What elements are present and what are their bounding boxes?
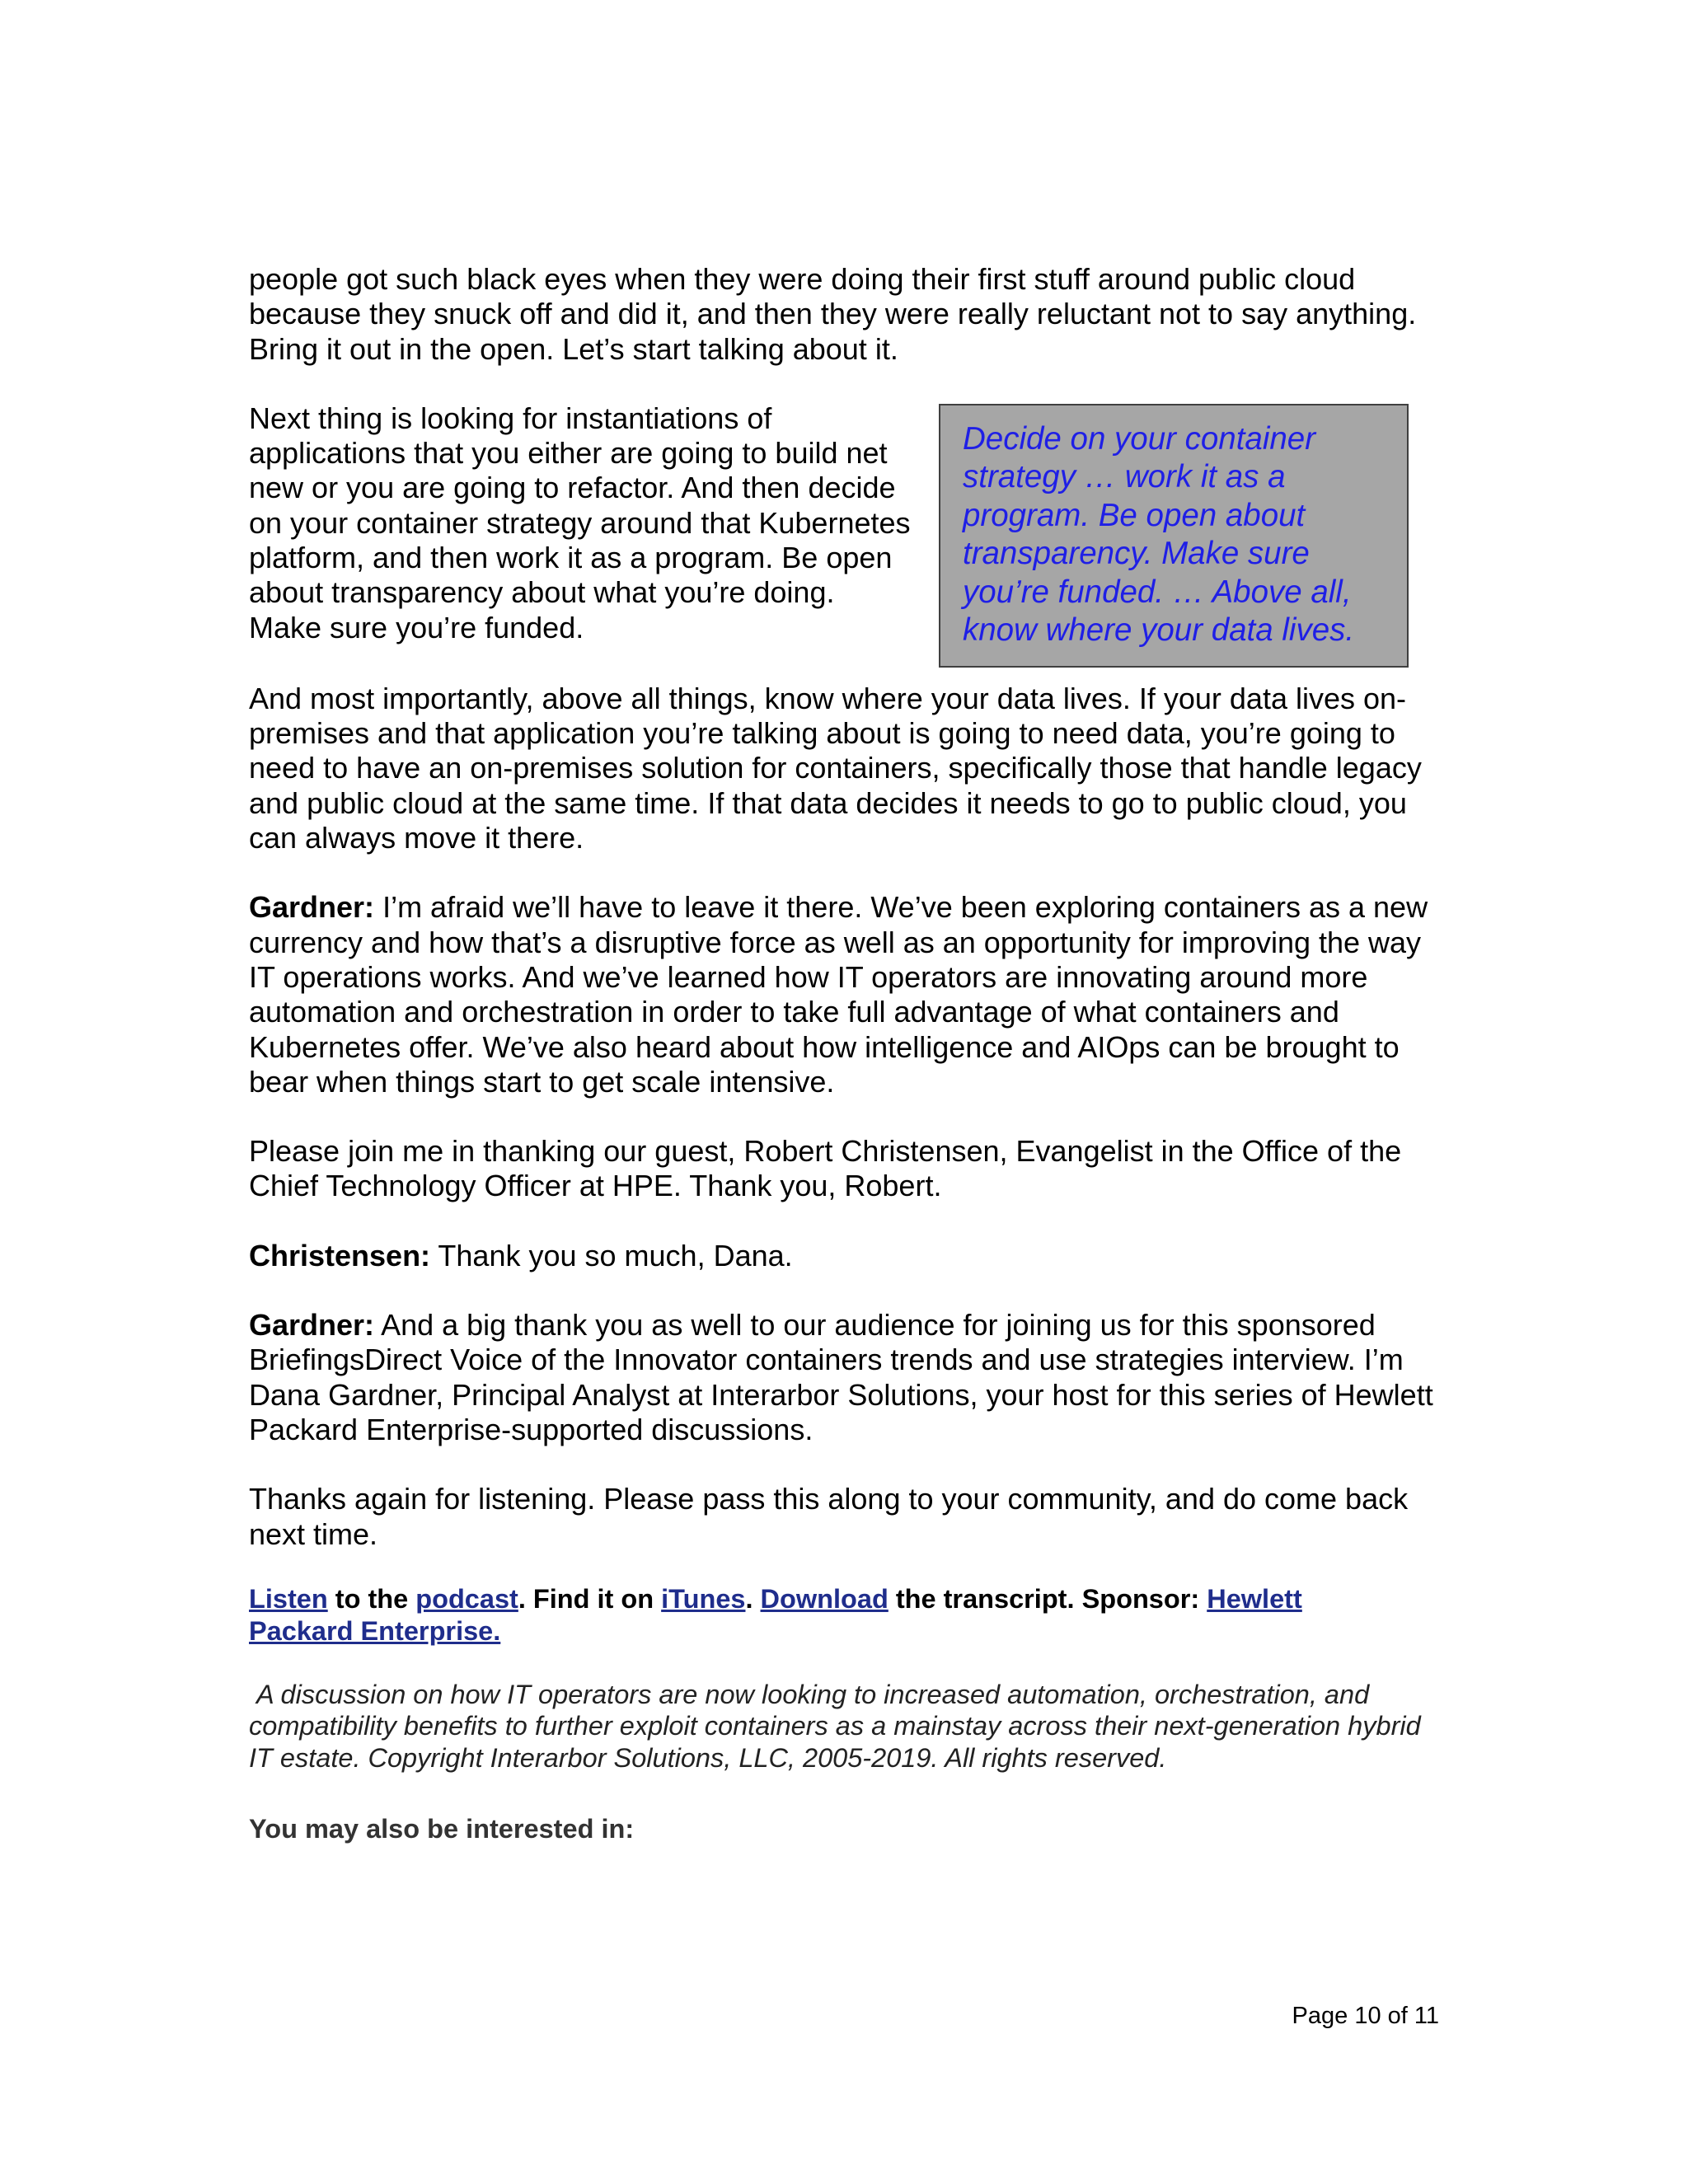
speaker-text: And a big thank you as well to our audience for joining us for this sponsored BriefingsDirect Voice of the Innovator containers trends and use strategies interview. I’m Dana Gardner, Principal Analyst at Interarbor Solutions, your host for this series of Hewlett Packard Enterprise-supported discussions. [249, 1308, 1433, 1446]
page-number: Page 10 of 11 [1292, 2003, 1439, 2029]
podcast-link[interactable]: podcast [415, 1583, 518, 1614]
discussion-summary: A discussion on how IT operators are now looking to increased automation, orchestration, and compatibility benefits to further exploit containers as a mainstay across their next-generation hybrid IT estate. Copyright Interarbor Solutions, LLC, 2005-2019. All rights reserved. [249, 1679, 1428, 1773]
itunes-link[interactable]: iTunes [661, 1583, 746, 1614]
links-text-4: the transcript. Sponsor: [888, 1583, 1207, 1614]
speaker-label: Gardner: [249, 890, 375, 925]
paragraph-data-lives: And most importantly, above all things, know where your data lives. If your data lives on-premises and that application you’re talking about is going to need data, you’re going to need to have an on-premises solution for containers, specifically those that handle legacy and public cloud at the same time. If that data decides it needs to go to public cloud, you can always move it there. [249, 681, 1422, 855]
pullquote-box: Decide on your container strategy … work it as a program. Be open about transparency. Make sure you’re funded. … Above all, know where your data lives. [939, 404, 1409, 668]
speaker-label: Christensen: [249, 1238, 431, 1272]
speaker-turn-gardner-1 [249, 890, 1444, 1099]
paragraph-thanks-guest: Please join me in thanking our guest, Robert Christensen, Evangelist in the Office of the Chief Technology Officer at HPE. Thank you, Robert. [249, 1134, 1402, 1203]
links-text-3: . [745, 1583, 761, 1614]
speaker-turn-christensen [249, 1239, 1444, 1273]
resource-links [249, 1583, 1386, 1647]
sponsor-link[interactable]: Hewlett Packard Enterprise. [249, 1583, 1302, 1646]
speaker-label: Gardner: [249, 1308, 375, 1343]
listen-link[interactable]: Listen [249, 1583, 328, 1614]
pullquote-section [249, 401, 1444, 682]
links-text-1: to the [327, 1583, 416, 1614]
document-body [249, 262, 1444, 1882]
speaker-text: I’m afraid we’ll have to leave it there. We’ve been exploring containers as a new currency and how that’s a disruptive force as well as an opportunity for improving the way IT operations works. And we’ve learned how IT operators are innovating around more automation and orchestration in order to take full advantage of what containers and Kubernetes offer. We’ve also heard about how intelligence and AIOps can be brought to bear when things start to get scale intensive. [249, 890, 1428, 1099]
paragraph-next-thing: Next thing is looking for instantiations of applications that you either are going to build net new or you are going to refactor. And then decide on your container strategy around that Kubernetes platform, and then work it as a program. Be open about transparency about what you’re doing. Make sure you’re funded. [249, 401, 911, 644]
links-text-2: . Find it on [518, 1583, 662, 1614]
paragraph-intro: people got such black eyes when they were doing their first stuff around public cloud because they snuck off and did it, and then they were really reluctant not to say anything. Bring it out in the open. Let’s start talking about it. [249, 262, 1417, 366]
download-link[interactable]: Download [760, 1583, 889, 1614]
speaker-turn-gardner-2 [249, 1308, 1444, 1447]
also-interested-heading: You may also be interested in: [249, 1814, 635, 1844]
paragraph-thanks-listening: Thanks again for listening. Please pass this along to your community, and do come back next time. [249, 1482, 1409, 1551]
speaker-text: Thank you so much, Dana. [438, 1238, 793, 1272]
